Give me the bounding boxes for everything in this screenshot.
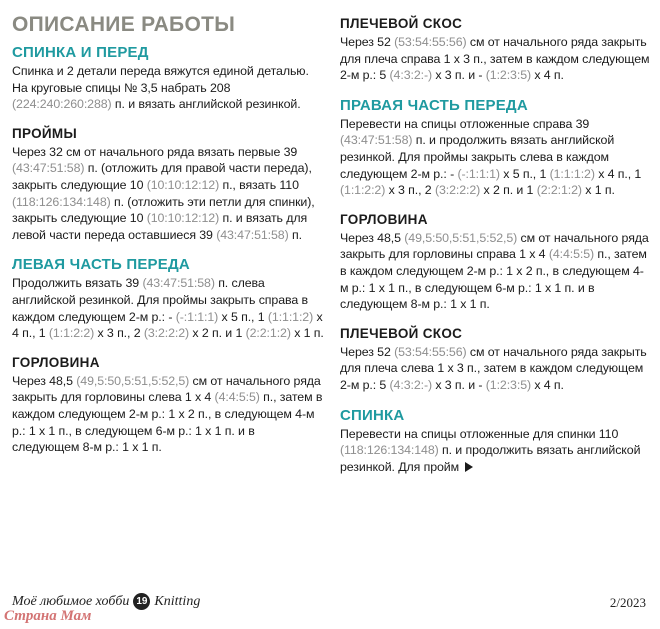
size-variants: (4:3:2:-)	[389, 68, 433, 83]
section-title: ГОРЛОВИНА	[12, 354, 100, 370]
section-title: ПРОЙМЫ	[12, 125, 77, 141]
magazine-brand: Knitting	[154, 593, 201, 609]
text-segment: Продолжить вязать 39	[12, 276, 143, 291]
section-title: ПЛЕЧЕВОЙ СКОС	[340, 325, 463, 341]
size-variants: (43:47:51:58)	[216, 227, 289, 242]
section	[12, 126, 324, 244]
text-segment: Перевести на спицы отложенные справа 39	[340, 116, 590, 131]
size-variants: (2:2:1:2)	[245, 326, 291, 341]
text-segment: х 3 п. и -	[432, 68, 486, 83]
size-variants: (1:1:1:2)	[549, 166, 595, 181]
text-segment: п., затем в каждом следующем 2-м р.: 1 х 2 п., в следующем 4-м р.: 1 х 1 п., в следующем 6-м р.: 1 х 1 п. и в следующем 8-м р.: 1 х 1 п.	[340, 247, 647, 312]
size-variants: (224:240:260:288)	[12, 97, 112, 112]
text-segment: На круговые спицы № 3,5 набрать 208	[12, 80, 231, 95]
size-variants: (43:47:51:58)	[340, 133, 413, 148]
issue-number-badge: 19	[133, 593, 150, 610]
text-segment: х 3 п., 2	[94, 326, 144, 341]
text-segment: х 4 п.	[531, 377, 564, 392]
right-sections	[340, 16, 652, 475]
section-body	[340, 230, 652, 313]
text-segment: Через 48,5	[340, 230, 405, 245]
section-body	[12, 373, 324, 456]
text-segment: Через 52	[340, 344, 395, 359]
text-segment: х 1 п.	[581, 183, 615, 198]
text-segment: Спинка и 2 детали переда вяжутся единой деталью.	[12, 64, 309, 78]
size-variants: (-:1:1:1)	[175, 309, 219, 324]
size-variants: (3:2:2:2)	[434, 183, 481, 198]
text-segment: х 2 п. и 1	[189, 326, 246, 341]
section	[340, 97, 652, 199]
section	[340, 326, 652, 394]
section	[340, 16, 652, 84]
size-variants: (10:10:12:12)	[146, 177, 220, 192]
text-segment: х 5 п., 1	[218, 309, 268, 324]
text-segment: см от начального ряда закрыть для плеча слева 1 х 3 п., затем в каждом следующем 2-м р.: 5	[340, 344, 647, 392]
text-segment: х 5 п., 1	[499, 166, 550, 181]
section-title: СПИНКА	[340, 406, 405, 424]
magazine-name: Моё любимое хобби	[12, 593, 130, 609]
text-segment: х 2 п. и 1	[480, 183, 537, 198]
left-sections	[12, 44, 324, 456]
section-title: ПЛЕЧЕВОЙ СКОС	[340, 16, 463, 31]
text-segment: п. слева английской резинкой. Для проймы закрыть справа в каждом следующем 2-м р.: -	[12, 276, 308, 324]
text-segment: п. (отложить эти петли для спинки), закрыть следующие 10	[12, 194, 315, 226]
size-variants: (4:3:2:-)	[389, 377, 433, 392]
section	[12, 44, 324, 113]
left-column	[12, 0, 324, 469]
section-title: ЛЕВАЯ ЧАСТЬ ПЕРЕДА	[12, 256, 190, 274]
text-segment: Через 32 см от начального ряда вязать первые 39	[12, 144, 298, 159]
size-variants: (-:1:1:1)	[457, 166, 500, 181]
size-variants: (1:2:3:5)	[485, 377, 532, 392]
section-body	[12, 275, 324, 341]
section	[340, 212, 652, 313]
text-segment: х 3 п. и -	[432, 377, 486, 392]
size-variants: (10:10:12:12)	[146, 211, 220, 226]
text-segment: п. и вязать для левой части переда оставшиеся 39	[12, 211, 308, 242]
text-segment: п. и продолжить вязать английской резинкой. Для проймы закрыть слева в каждом следующем 2-м р.: -	[340, 133, 615, 181]
section	[12, 256, 324, 341]
text-segment: п. (отложить для правой части переда), закрыть следующие 10	[12, 161, 312, 192]
watermark: Страна Мам	[4, 608, 92, 624]
size-variants: (4:4:5:5)	[214, 390, 260, 405]
size-variants: (2:2:1:2)	[536, 183, 582, 198]
issue-date: 2/2023	[609, 595, 646, 610]
text-segment: см от начального ряда закрыть для плеча справа 1 х 3 п., затем в каждом следующем 2-м р.: 5	[340, 35, 650, 83]
text-segment: см от начального ряда закрыть для горловины справа 1 х 4	[340, 230, 649, 262]
text-segment: п., затем в каждом следующем 2-м р.: 1 х 2 п., в следующем 4-м р.: 1 х 1 п., в следующем 6-м р.: 1 х 1 п. и в следующем 8-м р.: 1 х 1 п.	[12, 390, 323, 455]
right-column	[340, 0, 652, 488]
size-variants: (118:126:134:148)	[340, 443, 439, 458]
section-body	[340, 344, 652, 394]
section-body	[12, 144, 324, 244]
section-title: ПРАВАЯ ЧАСТЬ ПЕРЕДА	[340, 96, 528, 114]
section-body	[340, 34, 652, 84]
section-body	[340, 426, 652, 476]
text-segment: х 3 п., 2	[385, 183, 435, 198]
text-segment: х 4 п., 1	[594, 166, 642, 181]
size-variants: (49,5:50,5:51,5:52,5)	[404, 230, 518, 245]
size-variants: (53:54:55:56)	[394, 35, 467, 49]
section-title: ГОРЛОВИНА	[340, 211, 428, 227]
size-variants: (1:2:3:5)	[485, 68, 532, 83]
page-title: ОПИСАНИЕ РАБОТЫ	[12, 13, 236, 36]
section-title: СПИНКА И ПЕРЕД	[12, 44, 149, 61]
text-segment: х 1 п.	[290, 326, 324, 341]
size-variants: (1:1:1:2)	[267, 309, 314, 324]
size-variants: (1:1:2:2)	[340, 183, 386, 198]
text-segment: Через 48,5	[12, 373, 77, 388]
size-variants: (49,5:50,5:51,5:52,5)	[76, 373, 190, 388]
continued-arrow-icon	[465, 462, 473, 472]
text-segment: х 4 п.	[531, 68, 564, 83]
text-segment: Перевести на спицы отложенные для спинки 110	[340, 426, 619, 441]
section-body	[340, 116, 652, 199]
section	[12, 355, 324, 456]
size-variants: (3:2:2:2)	[143, 326, 190, 341]
section-body	[12, 63, 324, 113]
text-segment: п. и продолжить вязать английской резинкой. Для пройм	[340, 443, 641, 474]
text-segment: см от начального ряда закрыть для горловины слева 1 х 4	[12, 373, 321, 405]
section	[340, 407, 652, 476]
size-variants: (1:1:2:2)	[48, 326, 95, 341]
text-segment: п. и вязать английской резинкой.	[111, 97, 301, 112]
text-segment: п., вязать 110	[219, 177, 299, 192]
size-variants: (4:4:5:5)	[548, 247, 595, 262]
size-variants: (53:54:55:56)	[394, 344, 467, 359]
text-segment: Через 52	[340, 35, 395, 49]
size-variants: (118:126:134:148)	[12, 194, 111, 209]
text-segment: п.	[288, 227, 302, 242]
size-variants: (43:47:51:58)	[12, 161, 85, 176]
text-segment: х 4 п., 1	[12, 309, 323, 341]
size-variants: (43:47:51:58)	[142, 276, 215, 291]
